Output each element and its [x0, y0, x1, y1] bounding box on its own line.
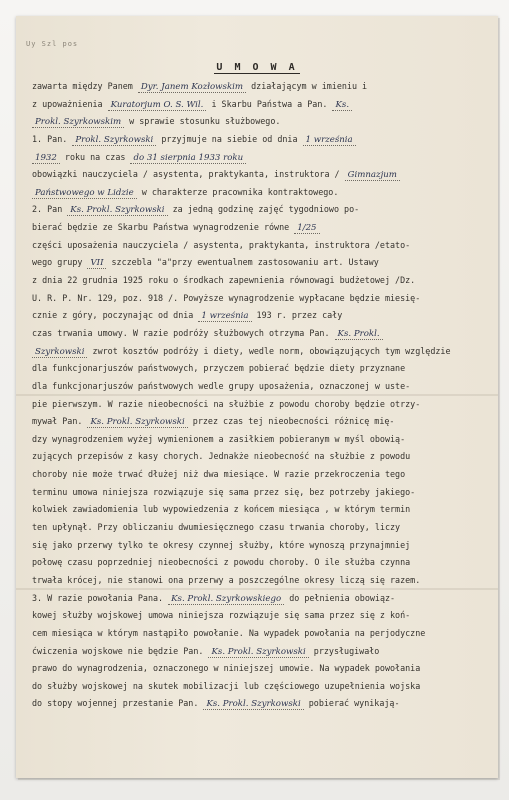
typed-text: pobierać wynikają-	[303, 698, 400, 709]
contract-line	[32, 695, 490, 713]
typed-text: mywał Pan.	[32, 416, 88, 427]
handwritten-entry: Ks. Prokl. Szyrkowski	[208, 647, 308, 658]
handwritten-entry: Ks.	[332, 100, 352, 111]
handwritten-entry: 1932	[32, 153, 60, 164]
contract-line	[32, 431, 490, 449]
typed-text: 1. Pan.	[32, 133, 73, 144]
contract-line	[32, 466, 490, 484]
typed-text: do pełnienia obowiąz-	[284, 592, 396, 603]
contract-line	[32, 607, 490, 625]
handwritten-entry: Państwowego w Lidzie	[32, 188, 137, 199]
typed-text: 2. Pan	[32, 204, 68, 215]
typed-text: czas trwania umowy. W razie podróży służbowych otrzyma Pan.	[32, 327, 335, 338]
handwritten-entry: do 31 sierpnia 1933 roku	[130, 153, 246, 164]
typed-text: U. R. P. Nr. 129, poz. 918 /. Powyższe wynagrodzenie wypłacane będzie miesię-	[32, 292, 421, 303]
contract-line	[32, 519, 490, 537]
contract-line	[32, 484, 490, 502]
handwritten-entry: 1 września	[303, 135, 356, 146]
handwritten-entry: Ks. Prokl. Szyrkowskiego	[168, 594, 284, 605]
contract-line	[32, 572, 490, 590]
typed-text: się jako przerwy tylko te okresy czynnej służby, które wynoszą przynajmniej	[32, 539, 411, 550]
typed-text: 193 r. przez cały	[251, 310, 343, 321]
contract-line	[32, 149, 490, 167]
contract-line	[32, 219, 490, 237]
typed-text: dla funkcjonarjuszów państwowych, przyczem pobierać będzie diety przyznane	[32, 363, 406, 374]
typed-text: roku na czas	[59, 151, 131, 162]
typed-text: pie pierwszym. W razie nieobecności na służbie z powodu choroby będzie otrzy-	[32, 398, 421, 409]
typed-text: przez czas tej nieobecności różnicę mię-	[187, 416, 395, 427]
contract-line	[32, 78, 490, 96]
contract-line	[32, 660, 490, 678]
document-title	[16, 62, 498, 73]
handwritten-entry: Szyrkowski	[32, 347, 87, 358]
handwritten-entry: Gimnazjum	[345, 170, 400, 181]
contract-body	[32, 78, 490, 713]
typed-text: trwała krócej, nie stanowi ona przerwy a poszczególne okresy liczą się razem.	[32, 574, 421, 585]
contract-line	[32, 554, 490, 572]
header-mark: Uy Szl pos	[26, 40, 79, 48]
typed-text: obowiązki nauczyciela / asystenta, praktykanta, instruktora /	[32, 169, 345, 180]
typed-text: do służby wojskowej na skutek mobilizacji lub częściowego uzupełnienia wojska	[32, 680, 421, 691]
typed-text: dla funkcjonarjuszów państwowych wedle grupy uposażenia, oznaczonej w uste-	[32, 380, 411, 391]
handwritten-entry: Dyr. Janem Kozłowskim	[138, 82, 246, 93]
typed-text: za jedną godzinę zajęć tygodniowo po-	[167, 204, 360, 215]
typed-text: cem miesiąca w którym nastąpiło powołanie. Na wypadek powołania na perjodyczne	[32, 627, 426, 638]
contract-line	[32, 184, 490, 202]
typed-text: połowę czasu poprzedniej nieobecności z powodu choroby. O ile służba czynna	[32, 557, 411, 568]
contract-page	[16, 16, 498, 778]
contract-line	[32, 537, 490, 555]
typed-text: przyjmuje na siebie od dnia	[156, 133, 303, 144]
title-text: U M O W A	[216, 62, 298, 73]
contract-line	[32, 237, 490, 255]
handwritten-entry: VII	[87, 258, 106, 269]
handwritten-entry: Ks. Prokl.	[335, 329, 383, 340]
handwritten-entry: Ks. Prokl. Szyrkowski	[203, 699, 303, 710]
handwritten-entry: Prokl. Szyrkowskim	[32, 117, 124, 128]
contract-line	[32, 131, 490, 149]
contract-line	[32, 254, 490, 272]
typed-text: zwrot kosztów podróży i diety, wedle norm, obowiązujących tym względzie	[87, 345, 451, 356]
typed-text: części uposażenia nauczyciela / asystenta, praktykanta, instruktora /etato-	[32, 239, 411, 250]
typed-text: działającym w imieniu i	[246, 81, 368, 91]
typed-text: i Skarbu Państwa a Pan.	[206, 98, 333, 109]
handwritten-entry: 1/25	[294, 223, 319, 234]
contract-line	[32, 272, 490, 290]
typed-text: z upoważnienia	[32, 98, 108, 109]
contract-line	[32, 625, 490, 643]
contract-line	[32, 501, 490, 519]
typed-text: terminu umowa niniejsza rozwiązuje się sama przez się, bez potrzeby jakiego-	[32, 486, 416, 497]
handwritten-entry: Ks. Prokl. Szyrkowski	[67, 205, 167, 216]
typed-text: zawarta między Panem	[32, 81, 138, 91]
handwritten-entry: 1 września	[198, 311, 251, 322]
typed-text: ćwiczenia wojskowe nie będzie Pan.	[32, 645, 209, 656]
typed-text: kolwiek zawiadomienia lub wypowiedzenia z końcem miesiąca , w którym termin	[32, 504, 411, 515]
typed-text: 3. W razie powołania Pana.	[32, 592, 169, 603]
contract-line	[32, 413, 490, 431]
handwritten-entry: Ks. Prokl. Szyrkowski	[87, 417, 187, 428]
contract-line	[32, 360, 490, 378]
typed-text: dzy wynagrodzeniem wyżej wymienionem a zasiłkiem pobieranym w myśl obowią-	[32, 433, 406, 444]
typed-text: ten upłynął. Przy obliczaniu dwumiesięcznego czasu trwania choroby, liczy	[32, 522, 401, 533]
contract-line	[32, 378, 490, 396]
contract-line	[32, 678, 490, 696]
typed-text: w charakterze pracownika kontraktowego.	[136, 186, 339, 197]
typed-text: prawo do wynagrodzenia, oznaczonego w niniejszej umowie. Na wypadek powołania	[32, 663, 421, 674]
typed-text: cznie z góry, poczynając od dnia	[32, 310, 199, 321]
contract-line	[32, 307, 490, 325]
contract-line	[32, 448, 490, 466]
typed-text: bierać będzie ze Skarbu Państwa wynagrodzenie równe	[32, 222, 295, 233]
typed-text: przysługiwało	[308, 645, 380, 656]
typed-text: szczebla "a"przy ewentualnem zastosowaniu art. Ustawy	[106, 257, 379, 268]
contract-line	[32, 590, 490, 608]
contract-line	[32, 113, 490, 131]
contract-line	[32, 396, 490, 414]
contract-line	[32, 201, 490, 219]
typed-text: do stopy wojennej przestanie Pan.	[32, 698, 204, 709]
contract-line	[32, 643, 490, 661]
typed-text: zujących przepisów z kasy chorych. Jednakże nieobecność na służbie z powodu	[32, 451, 411, 462]
typed-text: kowej służby wojskowej umowa niniejsza rozwiązuje się sama przez się z koń-	[32, 610, 411, 621]
typed-text: z dnia 22 grudnia 1925 roku o środkach zapewnienia równowagi budżetowej /Dz.	[32, 275, 416, 286]
typed-text: wego grupy	[32, 257, 88, 268]
contract-line	[32, 343, 490, 361]
contract-line	[32, 290, 490, 308]
contract-line	[32, 166, 490, 184]
handwritten-entry: Kuratorjum O. S. Wil.	[108, 100, 207, 111]
contract-line	[32, 96, 490, 114]
contract-line	[32, 325, 490, 343]
typed-text: w sprawie stosunku służbowego.	[124, 116, 281, 127]
typed-text: choroby nie może trwać dłużej niż dwa miesiące. W razie przekroczenia tego	[32, 469, 406, 480]
handwritten-entry: Prokl. Szyrkowski	[72, 135, 156, 146]
